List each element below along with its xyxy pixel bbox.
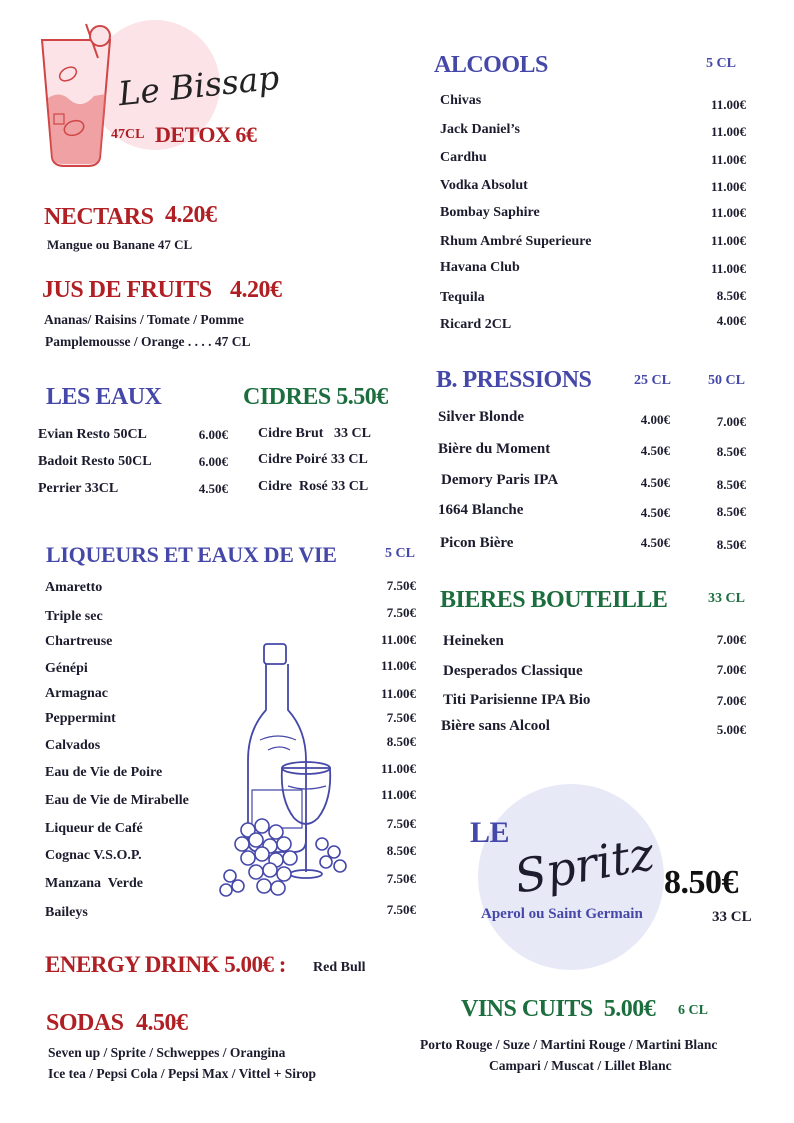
bouteille-price: 7.00€ <box>716 662 746 677</box>
alcool-name: Vodka Absolut <box>440 178 528 193</box>
liqueur-price: 7.50€ <box>386 605 416 620</box>
sodas-line2: Ice tea / Pepsi Cola / Pepsi Max / Vittel + Sirop <box>48 1066 317 1081</box>
liqueur-name: Cognac V.S.O.P. <box>45 848 142 863</box>
pression-price-25: 4.50€ <box>640 475 670 490</box>
jus-line1: Ananas/ Raisins / Tomate / Pomme <box>44 312 244 327</box>
liqueur-name: Triple sec <box>45 609 103 624</box>
liqueur-price: 11.00€ <box>380 686 416 701</box>
liqueur-name: Amaretto <box>45 580 103 595</box>
alcool-price: 4.00€ <box>716 313 746 328</box>
pression-price-25: 4.00€ <box>640 412 670 427</box>
liqueur-name: Génépi <box>45 661 88 676</box>
alcool-price: 11.00€ <box>710 205 746 220</box>
alcool-name: Bombay Saphire <box>440 205 540 220</box>
liqueur-price: 8.50€ <box>386 734 416 749</box>
pression-name: Picon Bière <box>440 535 514 551</box>
alcool-name: Cardhu <box>440 150 487 165</box>
eaux-item-price: 6.00€ <box>198 454 228 469</box>
cidres-item: Cidre Brut 33 CL <box>258 426 371 441</box>
sodas-price: 4.50€ <box>136 1010 188 1036</box>
bissap-size: 47CL <box>111 127 145 142</box>
alcool-price: 11.00€ <box>710 124 746 139</box>
pression-price-25: 4.50€ <box>640 505 670 520</box>
pression-price-25: 4.50€ <box>640 443 670 458</box>
pression-name: Silver Blonde <box>438 409 524 425</box>
pressions-col1: 25 CL <box>634 373 671 388</box>
vins-title: VINS CUITS 5.00€ <box>461 996 656 1022</box>
liqueur-price: 7.50€ <box>386 871 416 886</box>
pression-price-50: 7.00€ <box>716 414 746 429</box>
cidres-title: CIDRES 5.50€ <box>243 384 388 410</box>
pression-name: Bière du Moment <box>438 441 551 457</box>
cidres-item: Cidre Rosé 33 CL <box>258 479 369 494</box>
eaux-item-price: 6.00€ <box>198 427 228 442</box>
liqueurs-unit: 5 CL <box>385 546 415 561</box>
liqueur-price: 11.00€ <box>380 658 416 673</box>
eaux-item-name: Badoit Resto 50CL <box>38 454 152 469</box>
alcool-price: 11.00€ <box>710 97 746 112</box>
alcool-name: Ricard 2CL <box>440 317 512 332</box>
bouteille-title: BIERES BOUTEILLE <box>440 587 668 613</box>
liqueur-name: Eau de Vie de Poire <box>45 765 163 780</box>
alcool-price: 11.00€ <box>710 152 746 167</box>
pression-price-50: 8.50€ <box>716 477 746 492</box>
liqueur-price: 7.50€ <box>386 578 416 593</box>
liqueur-name: Liqueur de Café <box>45 821 143 836</box>
alcool-price: 11.00€ <box>710 179 746 194</box>
alcool-name: Jack Daniel’s <box>440 122 520 137</box>
liqueur-name: Chartreuse <box>45 634 113 649</box>
liqueur-name: Peppermint <box>45 711 116 726</box>
bouteille-name: Desperados Classique <box>443 663 583 679</box>
nectars-desc: Mangue ou Banane 47 CL <box>47 237 193 252</box>
grapes-illustration <box>220 819 346 896</box>
vins-line1: Porto Rouge / Suze / Martini Rouge / Martini Blanc <box>420 1037 718 1052</box>
alcool-name: Havana Club <box>440 260 520 275</box>
alcool-price: 11.00€ <box>710 233 746 248</box>
liqueur-price: 7.50€ <box>386 816 416 831</box>
spritz-name: Spritz <box>510 826 659 904</box>
liqueurs-title: LIQUEURS ET EAUX DE VIE <box>46 542 337 567</box>
pressions-col2: 50 CL <box>708 373 745 388</box>
bouteille-price: 7.00€ <box>716 632 746 647</box>
bouteille-name: Bière sans Alcool <box>441 718 550 734</box>
nectars-title: NECTARS <box>44 204 154 230</box>
pression-price-50: 8.50€ <box>716 444 746 459</box>
eaux-title: LES EAUX <box>46 384 162 410</box>
liqueur-price: 7.50€ <box>386 710 416 725</box>
alcool-name: Chivas <box>440 93 482 108</box>
liqueur-price: 11.00€ <box>380 761 416 776</box>
energy-desc: Red Bull <box>313 960 366 975</box>
alcool-price: 11.00€ <box>710 261 746 276</box>
alcools-unit: 5 CL <box>706 56 736 71</box>
alcool-name: Tequila <box>440 290 485 305</box>
eaux-item-name: Evian Resto 50CL <box>38 427 147 442</box>
spritz-size: 33 CL <box>712 909 752 925</box>
pression-price-50: 8.50€ <box>716 537 746 552</box>
liqueur-price: 11.00€ <box>380 787 416 802</box>
energy-title: ENERGY DRINK 5.00€ : <box>45 952 286 977</box>
eaux-item-price: 4.50€ <box>198 481 228 496</box>
pression-name: Demory Paris IPA <box>441 472 559 488</box>
liqueur-name: Manzana Verde <box>45 876 143 891</box>
liqueur-price: 11.00€ <box>380 632 416 647</box>
bouteille-unit: 33 CL <box>708 591 745 606</box>
wine-bottle-illustration <box>218 640 358 902</box>
liqueur-name: Calvados <box>45 738 101 753</box>
bissap-title: Le Bissap <box>116 57 282 114</box>
liqueur-price: 8.50€ <box>386 843 416 858</box>
pression-price-50: 8.50€ <box>716 504 746 519</box>
pression-price-25: 4.50€ <box>640 535 670 550</box>
spritz-desc: Aperol ou Saint Germain <box>481 906 643 922</box>
spritz-le: LE <box>470 816 510 849</box>
liqueur-price: 7.50€ <box>386 902 416 917</box>
bouteille-name: Titi Parisienne IPA Bio <box>443 692 591 708</box>
bouteille-price: 5.00€ <box>716 722 746 737</box>
nectars-price: 4.20€ <box>165 202 217 228</box>
sodas-title: SODAS <box>46 1010 124 1036</box>
bouteille-name: Heineken <box>443 633 504 649</box>
sodas-line1: Seven up / Sprite / Schweppes / Orangina <box>48 1045 286 1060</box>
liqueur-name: Armagnac <box>45 686 108 701</box>
spritz-price: 8.50€ <box>664 864 738 901</box>
alcool-name: Rhum Ambré Superieure <box>440 234 592 249</box>
liqueur-name: Eau de Vie de Mirabelle <box>45 793 189 808</box>
cidres-item: Cidre Poiré 33 CL <box>258 452 368 467</box>
pression-name: 1664 Blanche <box>438 502 524 518</box>
vins-unit: 6 CL <box>678 1003 708 1018</box>
vins-line2: Campari / Muscat / Lillet Blanc <box>489 1058 672 1073</box>
jus-price: 4.20€ <box>230 277 282 303</box>
eaux-item-name: Perrier 33CL <box>38 481 119 496</box>
jus-line2: Pamplemousse / Orange . . . . 47 CL <box>45 334 251 349</box>
bissap-glass-illustration <box>30 18 120 168</box>
jus-title: JUS DE FRUITS <box>42 277 212 303</box>
alcools-title: ALCOOLS <box>434 52 548 78</box>
liqueur-name: Baileys <box>45 905 88 920</box>
alcool-price: 8.50€ <box>716 288 746 303</box>
bissap-detox: DETOX 6€ <box>155 122 257 147</box>
pressions-title: B. PRESSIONS <box>436 367 592 393</box>
bouteille-price: 7.00€ <box>716 693 746 708</box>
